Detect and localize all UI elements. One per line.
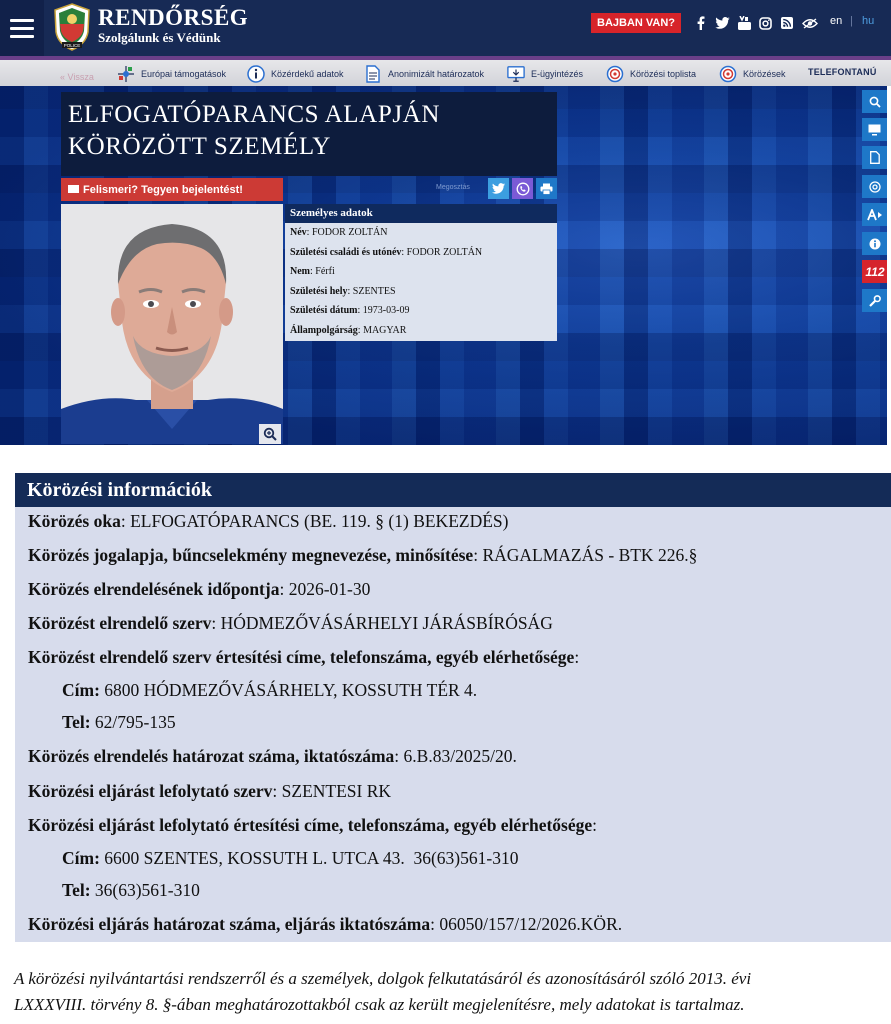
zoom-photo-icon[interactable] (259, 424, 281, 444)
brand-title: RENDŐRSÉG (98, 5, 249, 30)
row-value: 1973-03-09 (362, 305, 410, 316)
nav-item-wanted-persons[interactable] (719, 64, 786, 84)
row-label: Név (290, 227, 307, 238)
top-header (0, 0, 891, 56)
info-label: Körözés elrendelés határozat száma, iktatószáma (28, 746, 395, 766)
report-sighting-button[interactable] (61, 178, 283, 201)
info-label: Körözési eljárást lefolytató szerv (28, 781, 273, 801)
e-administration-icon (507, 65, 525, 83)
nav-item-anonymized-decisions[interactable] (364, 64, 484, 84)
info-value: 62/795-135 (94, 712, 176, 732)
row-label: Születési dátum (290, 305, 358, 316)
info-value: 06050/157/12/2026.KÖR. (439, 914, 623, 934)
hamburger-menu-icon[interactable] (0, 0, 44, 56)
info-value: 36(63)561-310 (94, 880, 200, 900)
info-label: Körözést elrendelő szerv értesítési címe, telefonszáma, egyéb elérhetősége (28, 647, 575, 667)
target-icon (606, 65, 624, 83)
nav-item-public-data[interactable] (247, 64, 344, 84)
personal-row-sex: Nem: Férfi (290, 266, 335, 277)
sign-language-icon[interactable] (862, 203, 887, 226)
youtube-icon[interactable] (737, 13, 751, 33)
info-label: Tel: (62, 880, 91, 900)
row-label: Állampolgárság (290, 324, 358, 336)
nav-item-wanted-toplist[interactable] (606, 64, 696, 84)
row-value: FODOR ZOLTÁN (311, 227, 388, 238)
info-row-ordering-contact: Körözést elrendelő szerv értesítési címe, telefonszáma, egyéb elérhetősége: (28, 647, 580, 667)
row-value: Férfi (315, 266, 335, 277)
info-row-proceeding-contact: Körözési eljárást lefolytató értesítési címe, telefonszáma, egyéb elérhetősége: (28, 815, 598, 835)
info-value: 6600 SZENTES, KOSSUTH L. UTCA 43. 36(63)561-310 (104, 848, 519, 868)
row-value: FODOR ZOLTÁN (406, 246, 483, 258)
info-value: ELFOGATÓPARANCS (BE. 119. § (1) BEKEZDÉS) (130, 511, 509, 531)
info-label: Körözési eljárás határozat száma, eljárás iktatószáma (28, 914, 431, 934)
brand-subtitle: Szolgálunk és Védünk (98, 30, 221, 45)
info-row-proceeding-number: Körözési eljárás határozat száma, eljárás iktatószáma: 06050/157/12/2026.KÖR. (28, 914, 623, 934)
nav-item-label: Közérdekű adatok (271, 69, 344, 79)
suspect-photo[interactable] (61, 204, 283, 444)
personal-data-heading: Személyes adatok (285, 204, 557, 223)
secondary-nav (0, 56, 891, 86)
footnote-line2: LXXXVIII. törvény 8. §-ában meghatározottakból csak az került megjelenítésre, mely adatokat is tartalmaz. (14, 995, 745, 1014)
share-label: Megosztás (436, 184, 470, 191)
viber-icon (516, 182, 530, 196)
info-row-ordering-phone (62, 712, 176, 733)
document-icon (364, 65, 382, 83)
emergency-112-icon[interactable] (862, 260, 887, 283)
info-value: SZENTESI RK (281, 781, 392, 801)
nav-item-label: Körözések (743, 69, 786, 79)
language-separator: | (850, 15, 853, 27)
info-row-legal-basis: Körözés jogalapja, bűncselekmény megnevezése, minősítése: RÁGALMAZÁS - BTK 226.§ (28, 545, 698, 565)
wanted-info-heading: Körözési információk (15, 473, 891, 507)
row-label: Születési családi és utónév (290, 246, 402, 258)
info-value: 6800 HÓDMEZŐVÁSÁRHELY, KOSSUTH TÉR 4. (104, 680, 478, 700)
at-sign-icon[interactable] (862, 175, 887, 198)
share-viber-button[interactable] (512, 178, 533, 199)
logo-text: POLICE (63, 43, 81, 48)
info-value: HÓDMEZŐVÁSÁRHELYI JÁRÁSBÍRÓSÁG (220, 613, 553, 633)
info-label: Cím: (62, 680, 100, 700)
eu-funds-icon (117, 65, 135, 83)
personal-row-birthplace: Születési hely: SZENTES (290, 285, 396, 297)
footnote-line1: A körözési nyilvántartási rendszerről és a személyek, dolgok felkutatásáról és azonosításáról szóló 2013. évi (14, 969, 752, 988)
print-icon (540, 183, 553, 195)
page-title-line2: KÖRÖZÖTT SZEMÉLY (68, 133, 331, 160)
info-value: 2026-01-30 (288, 579, 371, 599)
share-twitter-button[interactable] (488, 178, 509, 199)
row-label: Nem (290, 266, 310, 277)
info-value: RÁGALMAZÁS - BTK 226.§ (482, 545, 698, 565)
info-row-ordering-address (62, 680, 477, 701)
info-value: 6.B.83/2025/20. (403, 746, 517, 766)
info-row-proceeding-body: Körözési eljárást lefolytató szerv: SZENTESI RK (28, 781, 392, 801)
row-value: SZENTES (352, 285, 396, 297)
nav-item-label: E-ügyintézés (531, 69, 584, 79)
target-icon (719, 65, 737, 83)
info-icon[interactable] (862, 232, 887, 255)
page-title-line1: ELFOGATÓPARANCS ALAPJÁN (68, 101, 440, 128)
info-row-decision-number: Körözés elrendelés határozat száma, iktatószáma: 6.B.83/2025/20. (28, 746, 517, 766)
document-icon[interactable] (862, 146, 887, 169)
search-icon[interactable] (862, 90, 887, 113)
bajban-van-button[interactable]: BAJBAN VAN? (591, 13, 681, 33)
info-row-reason: Körözés oka: ELFOGATÓPARANCS (BE. 119. § (1) BEKEZDÉS) (28, 511, 509, 531)
row-value: MAGYAR (363, 324, 407, 336)
personal-row-citizenship: Állampolgárság: MAGYAR (290, 324, 407, 336)
twitter-icon (492, 183, 505, 194)
info-row-proceeding-phone (62, 880, 200, 901)
hero-edge (887, 86, 891, 445)
info-icon (247, 65, 265, 83)
nav-item-label: Körözési toplista (630, 69, 697, 79)
print-button[interactable] (536, 178, 557, 199)
nav-item-label: Anonimizált határozatok (388, 69, 485, 79)
info-row-ordering-body: Körözést elrendelő szerv: HÓDMEZŐVÁSÁRHELYI JÁRÁSBÍRÓSÁG (28, 613, 553, 633)
info-row-order-date: Körözés elrendelésének időpontja: 2026-01-30 (28, 579, 371, 599)
nav-item-e-administration[interactable] (507, 64, 583, 84)
wrench-icon[interactable] (862, 289, 887, 312)
emergency-112-label: 112 (864, 264, 885, 279)
language-hu-link[interactable]: hu (862, 15, 875, 27)
nav-item-label: Európai támogatások (141, 69, 227, 79)
personal-data-panel (285, 204, 557, 341)
info-label: Körözést elrendelő szerv (28, 613, 212, 633)
personal-row-name: Név: FODOR ZOLTÁN (290, 227, 388, 238)
info-label: Körözés elrendelésének időpontja (28, 579, 280, 599)
language-en-link[interactable]: en (830, 15, 843, 27)
twitter-icon[interactable] (714, 13, 730, 33)
row-label: Születési hely (290, 285, 348, 297)
info-label: Körözés oka (28, 511, 121, 531)
back-link[interactable]: « Vissza (60, 72, 94, 82)
instagram-icon[interactable] (758, 13, 772, 33)
info-label: Körözés jogalapja, bűncselekmény megnevezése, minősítése (28, 545, 474, 565)
info-label: Tel: (62, 712, 91, 732)
brand[interactable] (98, 6, 248, 45)
nav-item-telefontanu[interactable]: TELEFONTANÚ (808, 67, 877, 77)
personal-row-birth-name: Születési családi és utónév: FODOR ZOLTÁN (290, 246, 483, 258)
wanted-info-panel (15, 473, 891, 942)
report-sighting-label: Felismeri? Tegyen bejelentést! (83, 183, 243, 196)
info-label: Körözési eljárást lefolytató értesítési címe, telefonszáma, egyéb elérhetősége (28, 815, 593, 835)
page-title (61, 92, 557, 176)
info-label: Cím: (62, 848, 100, 868)
accessibility-eye-icon[interactable] (801, 13, 819, 33)
legal-footnote (14, 966, 884, 1018)
police-crest-logo[interactable] (52, 2, 92, 52)
info-row-proceeding-address (62, 848, 518, 869)
facebook-icon[interactable] (695, 13, 707, 33)
personal-row-birthdate: Születési dátum: 1973-03-09 (290, 305, 410, 316)
rss-icon[interactable] (780, 13, 794, 33)
nav-item-eu-funds[interactable] (117, 64, 226, 84)
monitor-icon[interactable] (862, 118, 887, 141)
envelope-icon (68, 185, 79, 193)
